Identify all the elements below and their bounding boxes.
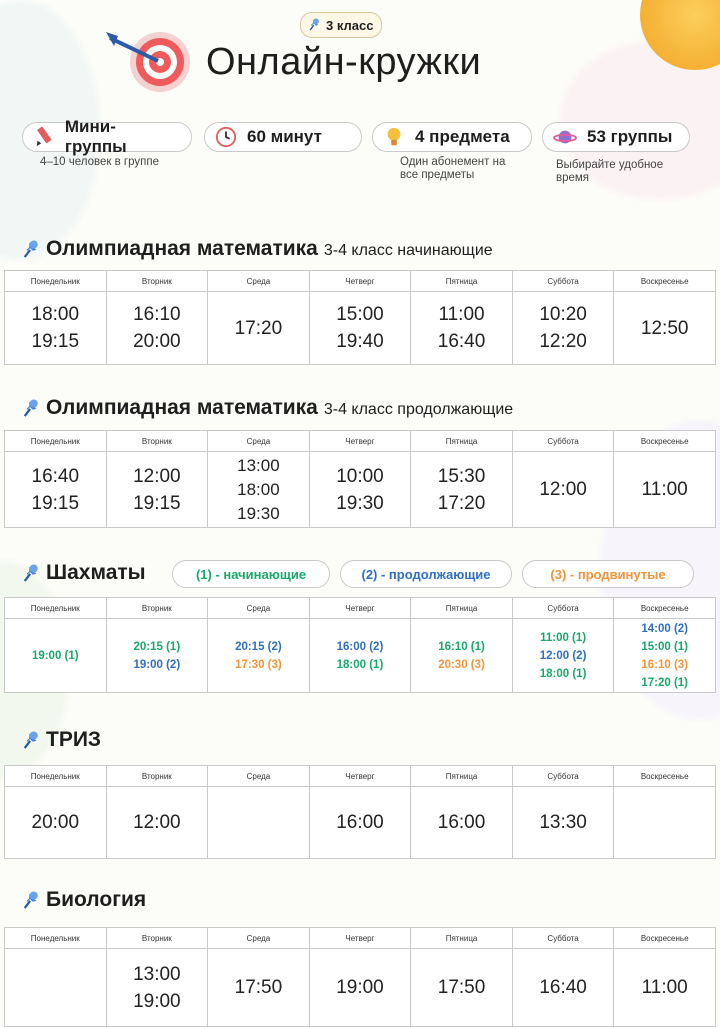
time-slot-beginner: 19:00 (1) [31, 649, 79, 662]
schedule-cell [512, 949, 614, 1027]
time-slot: 17:20 [437, 492, 486, 514]
day-header: Четверг [309, 766, 411, 787]
schedule-table [4, 430, 716, 528]
time-slot-continuing: 12:00 (2) [539, 649, 587, 662]
section-title: Олимпиадная математика [46, 237, 318, 260]
time-slot: 18:00 [237, 479, 280, 499]
schedule-cell [208, 619, 310, 693]
time-slot: 12:00 [539, 479, 587, 500]
time-slot: 19:00 [336, 977, 384, 998]
day-header: Четверг [309, 271, 411, 292]
day-header: Воскресенье [614, 598, 716, 619]
feature-note: 4–10 человек в группе [40, 156, 159, 168]
schedule-cell [5, 949, 107, 1027]
schedule-cell [512, 452, 614, 528]
day-header: Суббота [512, 766, 614, 787]
time-slot-continuing: 14:00 (2) [641, 622, 689, 635]
schedule-table [4, 597, 716, 693]
day-header: Понедельник [5, 431, 107, 452]
schedule-cell [208, 452, 310, 528]
day-header: Вторник [106, 271, 208, 292]
schedule-cell [411, 619, 513, 693]
section-title: Биология [46, 888, 147, 911]
time-slot: 15:00 [336, 304, 384, 325]
time-slot: 19:30 [336, 492, 384, 514]
time-slot-beginner: 18:00 (1) [336, 658, 384, 671]
target-icon [104, 30, 194, 94]
schedule-cell [614, 787, 716, 859]
day-header: Среда [208, 271, 310, 292]
day-header: Понедельник [5, 766, 107, 787]
time-slot-beginner: 11:00 (1) [540, 631, 587, 644]
schedule-cell [5, 452, 107, 528]
schedule-cell [411, 452, 513, 528]
clock-icon [215, 126, 237, 148]
time-slot: 19:15 [31, 492, 80, 514]
time-slot: 16:40 [31, 465, 80, 487]
schedule-table [4, 765, 716, 859]
schedule-cell [309, 787, 411, 859]
schedule-cell [411, 949, 513, 1027]
schedule-cell [106, 619, 208, 693]
time-slot: 11:00 [438, 304, 485, 325]
time-slot: 16:00 [437, 812, 486, 833]
section-header-biology [22, 888, 146, 912]
day-header: Среда [208, 598, 310, 619]
feature-label: 4 предмета [415, 127, 510, 146]
schedule-cell [208, 787, 310, 859]
day-header: Понедельник [5, 598, 107, 619]
pushpin-icon [22, 239, 40, 259]
time-slot-beginner: 18:00 (1) [539, 667, 587, 680]
time-slot-continuing: 16:00 (2) [336, 640, 384, 653]
time-slot: 19:30 [237, 503, 280, 523]
time-slot: 16:00 [336, 812, 384, 833]
schedule-cell [106, 949, 208, 1027]
feature-note: Один абонемент на все предметы [400, 156, 506, 181]
day-header: Пятница [411, 928, 513, 949]
time-slot: 15:30 [437, 465, 486, 487]
time-slot: 20:00 [133, 331, 181, 352]
page-title: Онлайн-кружки [206, 40, 482, 83]
day-header: Воскресенье [614, 928, 716, 949]
schedule-cell [411, 292, 513, 365]
pushpin-icon [22, 890, 40, 910]
day-header: Пятница [411, 766, 513, 787]
day-header: Суббота [512, 271, 614, 292]
section-header-chess [22, 561, 146, 585]
day-header: Среда [208, 431, 310, 452]
time-slot: 13:00 [133, 963, 181, 985]
page-header [104, 30, 481, 94]
schedule-cell [208, 292, 310, 365]
day-header: Воскресенье [614, 431, 716, 452]
day-header: Пятница [411, 598, 513, 619]
section-subtitle: 3-4 класс продолжающие [323, 401, 514, 418]
day-header: Суббота [512, 928, 614, 949]
time-slot-advanced: 16:10 (3) [641, 658, 689, 671]
time-slot: 18:00 [31, 304, 80, 325]
time-slot: 19:15 [31, 331, 80, 352]
feature-groups [542, 122, 690, 152]
schedule-cell [5, 619, 107, 693]
schedule-cell [106, 787, 208, 859]
schedule-table [4, 270, 716, 365]
time-slot-beginner: 16:10 (1) [438, 640, 485, 653]
time-slot: 16:10 [133, 304, 181, 325]
schedule-cell [512, 787, 614, 859]
time-slot: 20:00 [31, 812, 80, 833]
time-slot-continuing: 20:15 (2) [235, 640, 282, 653]
time-slot: 11:00 [641, 479, 688, 500]
time-slot: 16:40 [539, 977, 587, 998]
section-header-math-beginner [22, 237, 493, 261]
time-slot: 12:50 [640, 317, 689, 339]
time-slot: 13:30 [539, 812, 587, 833]
time-slot-advanced: 20:30 (3) [438, 658, 485, 671]
day-header: Вторник [106, 431, 208, 452]
feature-label: Мини-группы [64, 117, 127, 156]
schedule-cell [614, 292, 716, 365]
pushpin-icon [22, 398, 40, 418]
time-slot: 12:00 [133, 812, 181, 833]
schedule-cell [512, 292, 614, 365]
time-slot: 16:40 [437, 331, 486, 352]
schedule-cell [309, 292, 411, 365]
day-header: Среда [208, 928, 310, 949]
time-slot: 10:00 [336, 465, 384, 487]
pushpin-icon [22, 730, 40, 750]
lightbulb-icon [383, 126, 405, 148]
schedule-cell [106, 292, 208, 365]
schedule-cell [5, 292, 107, 365]
pencil-icon [33, 126, 55, 148]
schedule-cell [309, 619, 411, 693]
legend-advanced: (3) - продвинутые [522, 560, 694, 588]
time-slot-beginner: 20:15 (1) [133, 640, 181, 653]
time-slot-advanced: 17:30 (3) [235, 658, 282, 671]
day-header: Четверг [309, 928, 411, 949]
schedule-cell [5, 787, 107, 859]
schedule-cell [208, 949, 310, 1027]
section-title: Олимпиадная математика [46, 396, 318, 419]
day-header: Воскресенье [614, 271, 716, 292]
day-header: Вторник [106, 598, 208, 619]
schedule-cell [614, 619, 716, 693]
time-slot: 17:50 [234, 977, 283, 998]
schedule-cell [411, 787, 513, 859]
time-slot: 17:20 [234, 317, 283, 339]
time-slot: 10:20 [539, 304, 587, 325]
legend-continuing: (2) - продолжающие [340, 560, 512, 588]
day-header: Вторник [106, 928, 208, 949]
schedule-cell [614, 949, 716, 1027]
schedule-table [4, 927, 716, 1027]
time-slot: 12:20 [539, 331, 587, 352]
day-header: Вторник [106, 766, 208, 787]
schedule-cell [309, 452, 411, 528]
feature-mini-groups [22, 117, 192, 156]
day-header: Суббота [512, 431, 614, 452]
time-slot: 19:00 [133, 990, 181, 1012]
schedule-cell [309, 949, 411, 1027]
day-header: Четверг [309, 598, 411, 619]
section-header-math-continuing [22, 396, 513, 420]
day-header: Четверг [309, 431, 411, 452]
section-title: Шахматы [46, 561, 146, 584]
feature-note: Выбирайте удобное время [556, 159, 664, 184]
feature-label: 60 минут [247, 127, 322, 146]
schedule-cell [512, 619, 614, 693]
planet-icon [553, 126, 577, 148]
feature-duration [204, 122, 362, 152]
time-slot-continuing: 19:00 (2) [133, 658, 181, 671]
day-header: Понедельник [5, 271, 107, 292]
time-slot: 19:40 [336, 331, 384, 352]
section-title: ТРИЗ [46, 728, 102, 751]
time-slot: 12:00 [133, 465, 181, 487]
time-slot: 11:00 [641, 977, 688, 998]
grade-label: 3 класс [326, 17, 374, 33]
time-slot-beginner: 17:20 (1) [641, 676, 689, 689]
pushpin-icon [22, 563, 40, 583]
day-header: Пятница [411, 271, 513, 292]
day-header: Понедельник [5, 928, 107, 949]
time-slot: 13:00 [237, 455, 280, 475]
schedule-cell [106, 452, 208, 528]
day-header: Пятница [411, 431, 513, 452]
section-header-triz [22, 728, 101, 752]
feature-subjects [372, 122, 532, 152]
legend-beginner: (1) - начинающие [172, 560, 330, 588]
time-slot: 17:50 [437, 977, 486, 998]
day-header: Воскресенье [614, 766, 716, 787]
day-header: Среда [208, 766, 310, 787]
day-header: Суббота [512, 598, 614, 619]
section-subtitle: 3-4 класс начинающие [323, 242, 493, 259]
feature-label: 53 группы [587, 127, 673, 146]
time-slot: 19:15 [133, 492, 181, 514]
time-slot-beginner: 15:00 (1) [641, 640, 689, 653]
schedule-cell [614, 452, 716, 528]
